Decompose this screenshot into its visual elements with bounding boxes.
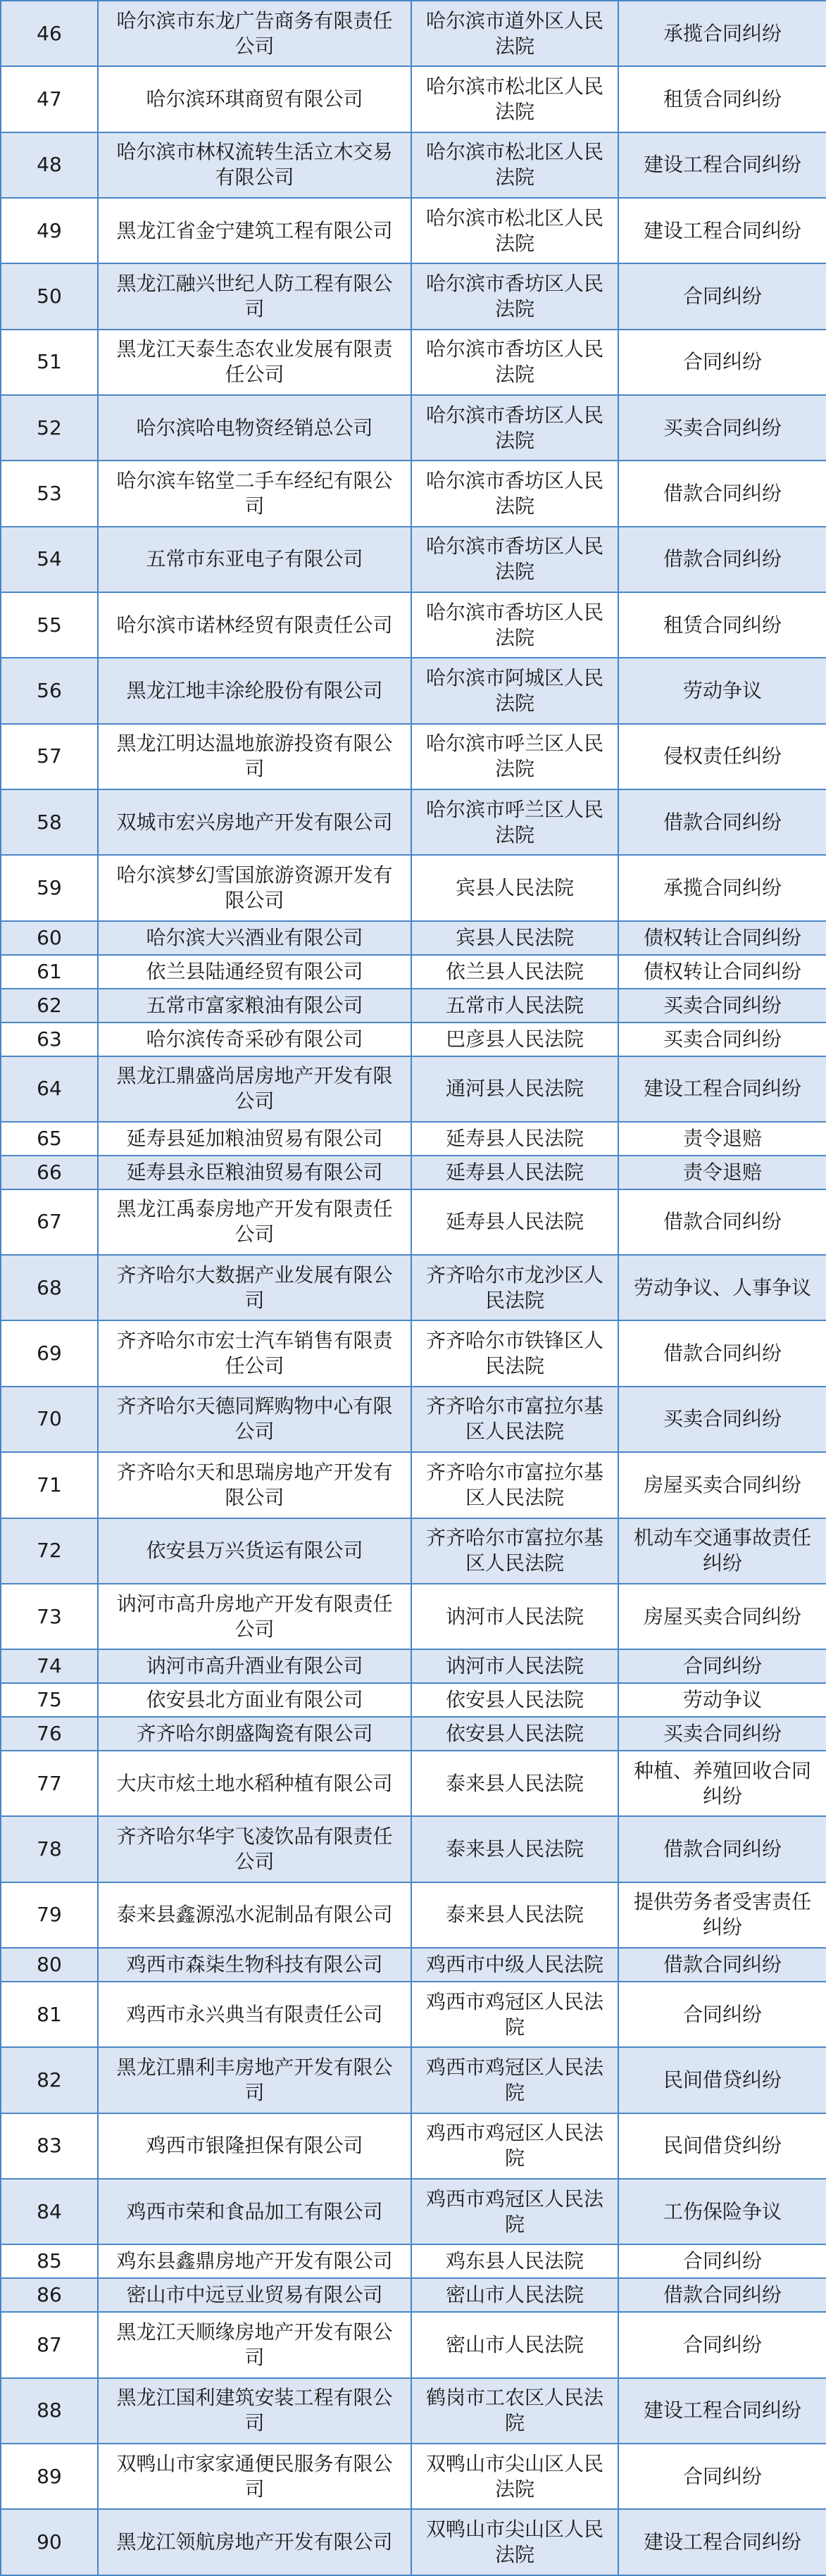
row-number-cell: 56 bbox=[1, 658, 98, 723]
company-name-cell: 黑龙江领航房地产开发有限公司 bbox=[98, 2509, 411, 2575]
court-name-cell: 讷河市人民法院 bbox=[411, 1584, 618, 1649]
company-name-cell: 依兰县陆通经贸有限公司 bbox=[98, 955, 411, 989]
table-row bbox=[1, 132, 826, 198]
court-name-cell: 齐齐哈尔市龙沙区人民法院 bbox=[411, 1255, 618, 1320]
row-number-cell: 76 bbox=[1, 1717, 98, 1751]
table-row bbox=[1, 921, 826, 955]
court-name-cell: 泰来县人民法院 bbox=[411, 1816, 618, 1882]
company-name-cell: 哈尔滨环琪商贸有限公司 bbox=[98, 66, 411, 132]
case-type-cell: 买卖合同纠纷 bbox=[618, 1387, 826, 1452]
company-name-cell: 双鸭山市家家通便民服务有限公司 bbox=[98, 2444, 411, 2509]
table-row bbox=[1, 2312, 826, 2377]
company-name-cell: 鸡西市荣和食品加工有限公司 bbox=[98, 2179, 411, 2244]
table-row bbox=[1, 198, 826, 263]
company-name-cell: 哈尔滨传奇采砂有限公司 bbox=[98, 1023, 411, 1056]
table-row bbox=[1, 1255, 826, 1320]
company-name-cell: 齐齐哈尔天和思瑞房地产开发有限公司 bbox=[98, 1452, 411, 1518]
table-row bbox=[1, 395, 826, 461]
company-name-cell: 五常市富家粮油有限公司 bbox=[98, 989, 411, 1023]
court-name-cell: 依安县人民法院 bbox=[411, 1683, 618, 1717]
case-type-cell: 劳动争议 bbox=[618, 1683, 826, 1717]
case-type-cell: 借款合同纠纷 bbox=[618, 1320, 826, 1386]
case-type-cell: 承揽合同纠纷 bbox=[618, 855, 826, 920]
court-name-cell: 哈尔滨市松北区人民法院 bbox=[411, 66, 618, 132]
company-name-cell: 依安县北方面业有限公司 bbox=[98, 1683, 411, 1717]
row-number-cell: 60 bbox=[1, 921, 98, 955]
company-name-cell: 齐齐哈尔大数据产业发展有限公司 bbox=[98, 1255, 411, 1320]
row-number-cell: 88 bbox=[1, 2378, 98, 2444]
row-number-cell: 61 bbox=[1, 955, 98, 989]
company-name-cell: 黑龙江鼎利丰房地产开发有限公司 bbox=[98, 2047, 411, 2113]
company-name-cell: 鸡西市永兴典当有限责任公司 bbox=[98, 1982, 411, 2047]
case-type-cell: 工伤保险争议 bbox=[618, 2179, 826, 2244]
case-type-cell: 合同纠纷 bbox=[618, 1982, 826, 2047]
table-row bbox=[1, 330, 826, 395]
company-name-cell: 齐齐哈尔天德同辉购物中心有限公司 bbox=[98, 1387, 411, 1452]
case-type-cell: 建设工程合同纠纷 bbox=[618, 2378, 826, 2444]
case-type-cell: 提供劳务者受害责任纠纷 bbox=[618, 1882, 826, 1948]
court-name-cell: 延寿县人民法院 bbox=[411, 1156, 618, 1189]
table-row bbox=[1, 1816, 826, 1882]
case-type-cell: 借款合同纠纷 bbox=[618, 527, 826, 592]
court-name-cell: 鸡东县人民法院 bbox=[411, 2244, 618, 2278]
court-name-cell: 鹤岗市工农区人民法院 bbox=[411, 2378, 618, 2444]
court-name-cell: 泰来县人民法院 bbox=[411, 1882, 618, 1948]
case-type-cell: 建设工程合同纠纷 bbox=[618, 1056, 826, 1122]
court-name-cell: 哈尔滨市松北区人民法院 bbox=[411, 132, 618, 198]
row-number-cell: 87 bbox=[1, 2312, 98, 2377]
table-row bbox=[1, 66, 826, 132]
row-number-cell: 65 bbox=[1, 1122, 98, 1156]
company-name-cell: 哈尔滨市东龙广告商务有限责任公司 bbox=[98, 1, 411, 66]
table-row bbox=[1, 1717, 826, 1751]
table-row bbox=[1, 1683, 826, 1717]
case-type-cell: 借款合同纠纷 bbox=[618, 789, 826, 855]
row-number-cell: 62 bbox=[1, 989, 98, 1023]
row-number-cell: 46 bbox=[1, 1, 98, 66]
table-row bbox=[1, 1882, 826, 1948]
company-name-cell: 大庆市炫土地水稻种植有限公司 bbox=[98, 1751, 411, 1816]
row-number-cell: 85 bbox=[1, 2244, 98, 2278]
case-type-cell: 合同纠纷 bbox=[618, 263, 826, 329]
case-type-cell: 借款合同纠纷 bbox=[618, 1948, 826, 1982]
court-name-cell: 鸡西市鸡冠区人民法院 bbox=[411, 2179, 618, 2244]
court-name-cell: 齐齐哈尔市富拉尔基区人民法院 bbox=[411, 1387, 618, 1452]
row-number-cell: 86 bbox=[1, 2278, 98, 2312]
court-name-cell: 哈尔滨市阿城区人民法院 bbox=[411, 658, 618, 723]
court-name-cell: 延寿县人民法院 bbox=[411, 1189, 618, 1255]
table-row bbox=[1, 789, 826, 855]
court-name-cell: 泰来县人民法院 bbox=[411, 1751, 618, 1816]
case-type-cell: 建设工程合同纠纷 bbox=[618, 198, 826, 263]
court-name-cell: 哈尔滨市香坊区人民法院 bbox=[411, 395, 618, 461]
row-number-cell: 73 bbox=[1, 1584, 98, 1649]
company-name-cell: 哈尔滨梦幻雪国旅游资源开发有限公司 bbox=[98, 855, 411, 920]
table-row bbox=[1, 2378, 826, 2444]
court-name-cell: 五常市人民法院 bbox=[411, 989, 618, 1023]
company-name-cell: 齐齐哈尔朗盛陶瓷有限公司 bbox=[98, 1717, 411, 1751]
row-number-cell: 66 bbox=[1, 1156, 98, 1189]
company-name-cell: 五常市东亚电子有限公司 bbox=[98, 527, 411, 592]
company-name-cell: 黑龙江明达温地旅游投资有限公司 bbox=[98, 724, 411, 789]
court-name-cell: 哈尔滨市香坊区人民法院 bbox=[411, 461, 618, 526]
table-row bbox=[1, 1751, 826, 1816]
row-number-cell: 57 bbox=[1, 724, 98, 789]
row-number-cell: 77 bbox=[1, 1751, 98, 1816]
row-number-cell: 79 bbox=[1, 1882, 98, 1948]
case-type-cell: 借款合同纠纷 bbox=[618, 2278, 826, 2312]
row-number-cell: 59 bbox=[1, 855, 98, 920]
case-type-cell: 借款合同纠纷 bbox=[618, 1189, 826, 1255]
case-type-cell: 合同纠纷 bbox=[618, 1649, 826, 1683]
company-name-cell: 延寿县永臣粮油贸易有限公司 bbox=[98, 1156, 411, 1189]
court-name-cell: 巴彦县人民法院 bbox=[411, 1023, 618, 1056]
row-number-cell: 75 bbox=[1, 1683, 98, 1717]
court-name-cell: 鸡西市中级人民法院 bbox=[411, 1948, 618, 1982]
row-number-cell: 69 bbox=[1, 1320, 98, 1386]
case-table-body bbox=[1, 1, 826, 2575]
row-number-cell: 82 bbox=[1, 2047, 98, 2113]
table-row bbox=[1, 1122, 826, 1156]
row-number-cell: 72 bbox=[1, 1518, 98, 1584]
row-number-cell: 67 bbox=[1, 1189, 98, 1255]
row-number-cell: 47 bbox=[1, 66, 98, 132]
row-number-cell: 74 bbox=[1, 1649, 98, 1683]
company-name-cell: 鸡西市银隆担保有限公司 bbox=[98, 2113, 411, 2179]
company-name-cell: 黑龙江天顺缘房地产开发有限公司 bbox=[98, 2312, 411, 2377]
company-name-cell: 黑龙江省金宁建筑工程有限公司 bbox=[98, 198, 411, 263]
table-row bbox=[1, 1387, 826, 1452]
case-type-cell: 劳动争议、人事争议 bbox=[618, 1255, 826, 1320]
company-name-cell: 延寿县延加粮油贸易有限公司 bbox=[98, 1122, 411, 1156]
case-type-cell: 债权转让合同纠纷 bbox=[618, 955, 826, 989]
court-name-cell: 鸡西市鸡冠区人民法院 bbox=[411, 2047, 618, 2113]
court-name-cell: 哈尔滨市香坊区人民法院 bbox=[411, 592, 618, 658]
court-name-cell: 哈尔滨市香坊区人民法院 bbox=[411, 330, 618, 395]
court-name-cell: 密山市人民法院 bbox=[411, 2278, 618, 2312]
table-row bbox=[1, 1452, 826, 1518]
company-name-cell: 齐齐哈尔华宇飞凌饮品有限责任公司 bbox=[98, 1816, 411, 1882]
company-name-cell: 鸡西市森柒生物科技有限公司 bbox=[98, 1948, 411, 1982]
row-number-cell: 70 bbox=[1, 1387, 98, 1452]
table-row bbox=[1, 2179, 826, 2244]
case-type-cell: 合同纠纷 bbox=[618, 2444, 826, 2509]
court-name-cell: 鸡西市鸡冠区人民法院 bbox=[411, 1982, 618, 2047]
table-row bbox=[1, 855, 826, 920]
case-type-cell: 民间借贷纠纷 bbox=[618, 2113, 826, 2179]
table-row bbox=[1, 989, 826, 1023]
case-type-cell: 买卖合同纠纷 bbox=[618, 989, 826, 1023]
court-name-cell: 齐齐哈尔市富拉尔基区人民法院 bbox=[411, 1452, 618, 1518]
row-number-cell: 81 bbox=[1, 1982, 98, 2047]
case-type-cell: 责令退赔 bbox=[618, 1156, 826, 1189]
case-type-cell: 民间借贷纠纷 bbox=[618, 2047, 826, 2113]
court-name-cell: 延寿县人民法院 bbox=[411, 1122, 618, 1156]
court-name-cell: 鸡西市鸡冠区人民法院 bbox=[411, 2113, 618, 2179]
row-number-cell: 80 bbox=[1, 1948, 98, 1982]
court-name-cell: 双鸭山市尖山区人民法院 bbox=[411, 2509, 618, 2575]
case-type-cell: 责令退赔 bbox=[618, 1122, 826, 1156]
company-name-cell: 哈尔滨哈电物资经销总公司 bbox=[98, 395, 411, 461]
court-name-cell: 双鸭山市尖山区人民法院 bbox=[411, 2444, 618, 2509]
court-name-cell: 讷河市人民法院 bbox=[411, 1649, 618, 1683]
case-type-cell: 种植、养殖回收合同纠纷 bbox=[618, 1751, 826, 1816]
court-name-cell: 通河县人民法院 bbox=[411, 1056, 618, 1122]
row-number-cell: 71 bbox=[1, 1452, 98, 1518]
table-row bbox=[1, 1982, 826, 2047]
court-name-cell: 哈尔滨市道外区人民法院 bbox=[411, 1, 618, 66]
row-number-cell: 52 bbox=[1, 395, 98, 461]
company-name-cell: 齐齐哈尔市宏士汽车销售有限责任公司 bbox=[98, 1320, 411, 1386]
row-number-cell: 83 bbox=[1, 2113, 98, 2179]
table-row bbox=[1, 1649, 826, 1683]
table-row bbox=[1, 1948, 826, 1982]
court-name-cell: 齐齐哈尔市富拉尔基区人民法院 bbox=[411, 1518, 618, 1584]
court-name-cell: 宾县人民法院 bbox=[411, 921, 618, 955]
table-row bbox=[1, 1, 826, 66]
row-number-cell: 55 bbox=[1, 592, 98, 658]
row-number-cell: 49 bbox=[1, 198, 98, 263]
company-name-cell: 密山市中远豆业贸易有限公司 bbox=[98, 2278, 411, 2312]
case-type-cell: 买卖合同纠纷 bbox=[618, 395, 826, 461]
company-name-cell: 哈尔滨市林权流转生活立木交易有限公司 bbox=[98, 132, 411, 198]
table-row bbox=[1, 263, 826, 329]
row-number-cell: 51 bbox=[1, 330, 98, 395]
case-type-cell: 合同纠纷 bbox=[618, 330, 826, 395]
row-number-cell: 68 bbox=[1, 1255, 98, 1320]
table-row bbox=[1, 2047, 826, 2113]
case-type-cell: 劳动争议 bbox=[618, 658, 826, 723]
case-type-cell: 建设工程合同纠纷 bbox=[618, 2509, 826, 2575]
row-number-cell: 58 bbox=[1, 789, 98, 855]
case-type-cell: 合同纠纷 bbox=[618, 2244, 826, 2278]
court-name-cell: 宾县人民法院 bbox=[411, 855, 618, 920]
case-type-cell: 建设工程合同纠纷 bbox=[618, 132, 826, 198]
table-row bbox=[1, 592, 826, 658]
case-type-cell: 承揽合同纠纷 bbox=[618, 1, 826, 66]
court-name-cell: 密山市人民法院 bbox=[411, 2312, 618, 2377]
row-number-cell: 89 bbox=[1, 2444, 98, 2509]
table-row bbox=[1, 1518, 826, 1584]
company-name-cell: 双城市宏兴房地产开发有限公司 bbox=[98, 789, 411, 855]
table-row bbox=[1, 1189, 826, 1255]
company-name-cell: 鸡东县鑫鼎房地产开发有限公司 bbox=[98, 2244, 411, 2278]
case-type-cell: 债权转让合同纠纷 bbox=[618, 921, 826, 955]
court-name-cell: 依兰县人民法院 bbox=[411, 955, 618, 989]
row-number-cell: 48 bbox=[1, 132, 98, 198]
row-number-cell: 78 bbox=[1, 1816, 98, 1882]
table-row bbox=[1, 658, 826, 723]
table-row bbox=[1, 2244, 826, 2278]
table-row bbox=[1, 1320, 826, 1386]
case-type-cell: 买卖合同纠纷 bbox=[618, 1717, 826, 1751]
table-row bbox=[1, 2278, 826, 2312]
table-row bbox=[1, 2113, 826, 2179]
company-name-cell: 讷河市高升房地产开发有限责任公司 bbox=[98, 1584, 411, 1649]
case-type-cell: 租赁合同纠纷 bbox=[618, 592, 826, 658]
company-name-cell: 黑龙江国利建筑安装工程有限公司 bbox=[98, 2378, 411, 2444]
company-name-cell: 讷河市高升酒业有限公司 bbox=[98, 1649, 411, 1683]
table-row bbox=[1, 1584, 826, 1649]
case-type-cell: 租赁合同纠纷 bbox=[618, 66, 826, 132]
court-name-cell: 哈尔滨市松北区人民法院 bbox=[411, 198, 618, 263]
court-name-cell: 哈尔滨市呼兰区人民法院 bbox=[411, 789, 618, 855]
court-name-cell: 齐齐哈尔市铁锋区人民法院 bbox=[411, 1320, 618, 1386]
court-name-cell: 依安县人民法院 bbox=[411, 1717, 618, 1751]
company-name-cell: 哈尔滨车铭堂二手车经纪有限公司 bbox=[98, 461, 411, 526]
table-row bbox=[1, 2444, 826, 2509]
table-row bbox=[1, 461, 826, 526]
row-number-cell: 84 bbox=[1, 2179, 98, 2244]
court-name-cell: 哈尔滨市呼兰区人民法院 bbox=[411, 724, 618, 789]
table-row bbox=[1, 2509, 826, 2575]
company-name-cell: 哈尔滨大兴酒业有限公司 bbox=[98, 921, 411, 955]
row-number-cell: 50 bbox=[1, 263, 98, 329]
case-type-cell: 借款合同纠纷 bbox=[618, 1816, 826, 1882]
row-number-cell: 63 bbox=[1, 1023, 98, 1056]
company-name-cell: 黑龙江禹泰房地产开发有限责任公司 bbox=[98, 1189, 411, 1255]
company-name-cell: 泰来县鑫源泓水泥制品有限公司 bbox=[98, 1882, 411, 1948]
company-name-cell: 黑龙江鼎盛尚居房地产开发有限公司 bbox=[98, 1056, 411, 1122]
table-row bbox=[1, 1023, 826, 1056]
row-number-cell: 64 bbox=[1, 1056, 98, 1122]
case-type-cell: 房屋买卖合同纠纷 bbox=[618, 1584, 826, 1649]
company-name-cell: 依安县万兴货运有限公司 bbox=[98, 1518, 411, 1584]
company-name-cell: 哈尔滨市诺林经贸有限责任公司 bbox=[98, 592, 411, 658]
company-name-cell: 黑龙江地丰涂纶股份有限公司 bbox=[98, 658, 411, 723]
company-name-cell: 黑龙江融兴世纪人防工程有限公司 bbox=[98, 263, 411, 329]
company-name-cell: 黑龙江天泰生态农业发展有限责任公司 bbox=[98, 330, 411, 395]
table-row bbox=[1, 724, 826, 789]
case-type-cell: 机动车交通事故责任纠纷 bbox=[618, 1518, 826, 1584]
row-number-cell: 54 bbox=[1, 527, 98, 592]
row-number-cell: 90 bbox=[1, 2509, 98, 2575]
table-row bbox=[1, 955, 826, 989]
case-type-cell: 侵权责任纠纷 bbox=[618, 724, 826, 789]
table-row bbox=[1, 527, 826, 592]
case-type-cell: 借款合同纠纷 bbox=[618, 461, 826, 526]
table-row bbox=[1, 1056, 826, 1122]
case-type-cell: 房屋买卖合同纠纷 bbox=[618, 1452, 826, 1518]
case-type-cell: 买卖合同纠纷 bbox=[618, 1023, 826, 1056]
case-type-cell: 合同纠纷 bbox=[618, 2312, 826, 2377]
court-name-cell: 哈尔滨市香坊区人民法院 bbox=[411, 527, 618, 592]
table-row bbox=[1, 1156, 826, 1189]
court-name-cell: 哈尔滨市香坊区人民法院 bbox=[411, 263, 618, 329]
row-number-cell: 53 bbox=[1, 461, 98, 526]
